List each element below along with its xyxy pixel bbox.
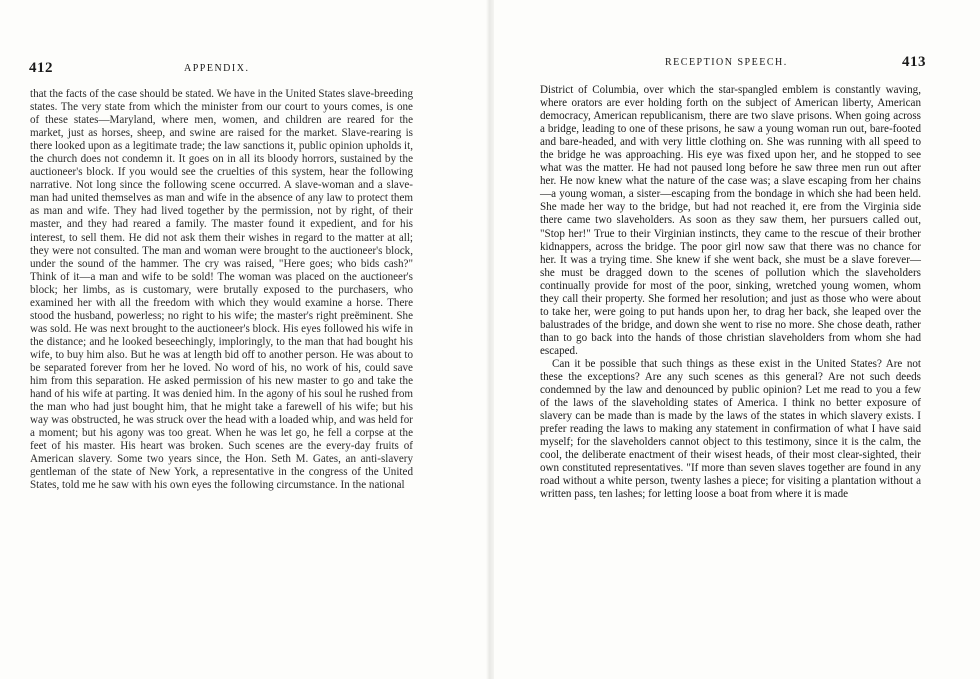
right-page-body	[540, 84, 921, 502]
paragraph: District of Columbia, over which the star-spangled emblem is constantly waving, where orators are ever holding forth on the subject of American liberty, American democracy, American republicanism, there are two slave prisons. When going across a bridge, leading to one of these prisons, he saw a young woman run out, bare-footed and bare-headed, and with very little clothing on. She was running with all speed to the bridge he was approaching. His eye was fixed upon her, and he stopped to see what was the matter. He had not paused long before he saw three men run out after her. He now knew what the nature of the case was; a slave escaping from her chains—a young woman, a sister—escaping from the bondage in which she had been held. She made her way to the bridge, but had not reached it, ere from the Virginia side there came two slaveholders. As soon as they saw them, her pursuers called out, "Stop her!" True to their Virginian instincts, they came to the rescue of their brother kidnappers, across the bridge. The poor girl now saw that there was no chance for her. It was a trying time. She knew if she went back, she must be a slave forever—she must be dragged down to the scenes of pollution which the slaveholders continually provide for most of the poor, sinking, wretched young women, whom they call their property. She formed her resolution; and just as those who were about to take her, were going to put hands upon her, to drag her back, she leaped over the balustrades of the bridge, and down she went to rise no more. She chose death, rather than to go back into the hands of those christian slaveholders from whom she had escaped.	[540, 84, 921, 357]
paragraph: that the facts of the case should be stated. We have in the United States slave-breeding states. The very state from which the minister from our court to yours comes, is one of these states—Maryland, where men, women, and children are reared for the market, just as horses, sheep, and swine are raised for the market. Slave-rearing is there looked upon as a legitimate trade; the law sanctions it, public opinion upholds it, the church does not condemn it. It goes on in all its bloody horrors, sustained by the auctioneer's block. If you would see the cruelties of this system, hear the following narrative. Not long since the following scene occurred. A slave-woman and a slave-man had united themselves as man and wife in the absence of any law to protect them as man and wife. They had lived together by the permission, not by right, of their master, and they had reared a family. The master found it expedient, and for his interest, to sell them. He did not ask them their wishes in regard to the matter at all; they were not consulted. The man and woman were brought to the auctioneer's block, under the sound of the hammer. The cry was raised, "Here goes; who bids cash?" Think of it—a man and wife to be sold! The woman was placed on the auctioneer's block; her limbs, as is customary, were brutally exposed to the purchasers, who examined her with all the freedom with which they would examine a horse. There stood the husband, powerless; no right to his wife; the master's right preëminent. She was sold. He was next brought to the auctioneer's block. His eyes followed his wife in the distance; and he looked beseechingly, imploringly, to the man that had bought his wife, to buy him also. But he was at length bid off to another person. He was about to be separated forever from her he loved. No word of his, no work of his, could save him from this separation. He asked permission of his new master to go and take the hand of his wife at parting. It was denied him. In the agony of his soul he rushed from the man who had just bought him, that he might take a farewell of his wife; but his way was obstructed, he was struck over the head with a loaded whip, and was held for a moment; but his agony was too great. When he was let go, he fell a corpse at the feet of his master. His heart was broken. Such scenes are the every-day fruits of American slavery. Some two years since, the Hon. Seth M. Gates, an anti-slavery gentleman of the state of New York, a representative in the congress of the United States, told me he saw with his own eyes the following circumstance. In the national	[30, 88, 413, 492]
running-head: RECEPTION SPEECH.	[665, 57, 788, 68]
page-number: 413	[902, 54, 926, 70]
left-page-header	[0, 60, 490, 78]
left-page-body	[30, 88, 413, 492]
running-head: APPENDIX.	[184, 63, 250, 74]
right-page	[490, 0, 980, 679]
right-page-header	[490, 54, 980, 78]
page-number: 412	[29, 60, 53, 76]
paragraph: Can it be possible that such things as these exist in the United States? Are not these the exceptions? Are any such scenes as this general? Are not such deeds condemned by the law and denounced by public opinion? Let me read to you a few of the laws of the slaveholding states of America. I think no better exposure of slavery can be made than is made by the laws of the states in which slavery exists. I prefer reading the laws to making any statement in confirmation of what I have said myself; for the slaveholders cannot object to this testimony, since it is the calm, the cool, the deliberate enactment of their wisest heads, of their most clear-sighted, their own constituted representatives. "If more than seven slaves together are found in any road without a white person, twenty lashes a piece; for visiting a plantation without a written pass, ten lashes; for letting loose a boat from where it is made	[540, 357, 921, 501]
